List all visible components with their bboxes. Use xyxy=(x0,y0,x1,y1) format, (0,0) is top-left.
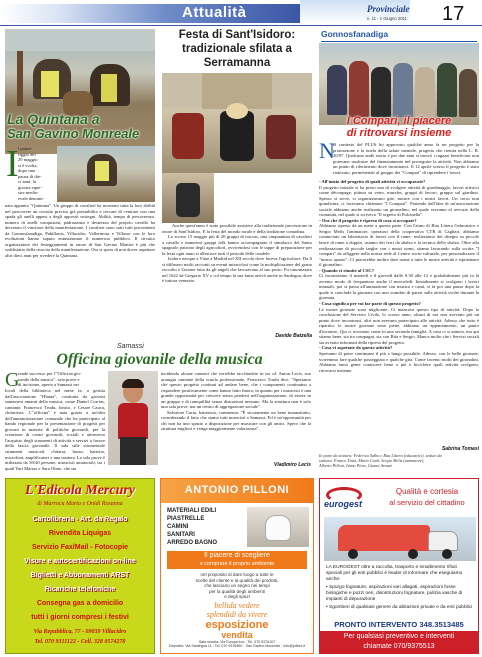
mercury-phone: Tel. 070 9311122 - Cell. 328 0574278 xyxy=(34,639,126,645)
officina-kicker: Samassi xyxy=(117,343,144,350)
eurogest-bullet-1: • Spurgo fognature, aspirazioni vari allagati, aspirazioni fosse biologiche e pozzi neri, disostruzioni fognature, pulizia vasche di impianti di depurazione xyxy=(326,585,463,602)
eurogest-bullet-2: • Sgomberi di qualsiasi genere da abitazioni private e da enti pubblici xyxy=(326,605,473,610)
eurogest-slogan-2: al servizio del cittadino xyxy=(389,498,465,507)
mercury-owners: di Marrocu Marta e Onidi Rosanna xyxy=(37,501,123,507)
pilloni-big-2: vendita xyxy=(221,630,253,640)
eurogest-preventivo-1: Per qualsiasi preventivo e interventi xyxy=(343,633,455,640)
bullet-icon: • xyxy=(326,585,330,590)
gonnos-photo xyxy=(319,43,479,125)
pilloni-invite-sub: e comprare il proprio ambiente xyxy=(199,561,275,567)
eurogest-pronto: PRONTO INTERVENTO 348.3513485 xyxy=(334,620,464,629)
section-title: Attualità xyxy=(182,4,247,21)
page-number: 17 xyxy=(442,3,465,25)
bullet-icon: • xyxy=(326,605,330,610)
gonnos-author: Sabrina Tomasi xyxy=(441,446,479,452)
officina-author: Vladimiro Lecis xyxy=(274,462,311,468)
eurogest-truck-photo xyxy=(324,517,476,561)
gonnos-interview: - All'inizio del progetto di quali attività vi occupavate? Il progetto iniziale si ha preso una di svolgere attività di giardinaggio, lavori artistici come découpage, pittura su vetro, murales, gruppi di lavoro, gruppo sul giardino. Spesso si serve, si organizzavano gite, mostre con i nostri lavori. Un corso non quindicina, ci facevamo chiamare "I Compari". Partendo dall'idea di un'associazione sociale abbiamo anche realizzato un giornalino, nel quale eravamo al servizio della comunità, nel quale si scriveva "Il segreto di Pulcinella". - Ora che il progetto è ripreso di cosa si occupate? Abbiamo ripreso da un mese a questa parte. Con l'aiuto di Rita Littera l'educatrice e Sergio Melis l'animatore, operatori della cooperativa CTR di Cagliari, abbiamo cominciato un laboratorio di lavori con il rame: realizziamo dei disegni su piccole lastre di rame a doppio, usiamo dei ferri da sbalzo e la tecnica dello sbalzo. Oltre alla realizzazione di piccole targhe con i nostri nomi, stiamo lavorando sulla scritta "I compari" da affiggere nella nostra sede al Centro socio-culturale, per personalizzare il "nostro spazio". Ci piacerebbe inoltre dare nome a tutte le nostre attività e ripristinare il giornalino. - Quando vi riunite al CSC? Ci incontriamo il martedì e il giovedì dalle 9.30 alle 12 e probabilmente più in là avremo modo di frequentare anche il mercoledì. Inizialmente si svolgono i lavori manuali, poi si passa all'animazione con musica e canti, si fa poi una pausa dopo la quale si conclude la giornata con uno scambio di pareri sulle attività svolte durante la giornata. - Cosa significa per voi far parte di questo progetto? Le nostre giornate sono migliorate. Ci mancava questo tipo di attività. Dopo la conclusione del Servizio Civile, lo scorso anno, alcuni di noi non avevano più un punto dove incontrarsi, altri non avevano partecipato alle attività. Adesso che tutto è ripartito, le nostre giornate sono piene, abbiamo un appuntamento, un punto d'incontro. Qui ci troviamo come in una seconda famiglia. A casa ci si annoia, ma qui stiamo bene, sia tra compagni, sia con Rita e Sergio. Manca molto che i Servizi sociali sia avviato informati della ripresa del progetto. - Cosa vi aspettate da questo attività? Speriamo di poter continuare il più a lungo possibile. Adesso, con le belle giornate, vorremmo fare qualche passeggiata e qualche gita. Come facemo molti dei giornalini. Abbiamo tanta gente conoscere bene a piè e biciclette quali attività svolgono, ritrovarsi insieme. xyxy=(319,179,479,373)
pilloni-invite-title: Il piacere di scegliere xyxy=(204,552,270,559)
quintana-title-2: San Gavino Monreale xyxy=(7,126,140,141)
pilloni-brand: ANTONIO PILLONI xyxy=(184,484,290,496)
mercury-services: Cartolibreria - Art. da Regalo Rivendita Liquigas Servizio Fax/Mail - Fotocopie Visure e autocertificazioni on-line Biglietti e Abbonamenti ARST Ricariche telefoniche Consegna gas a domicilio tutti i giorni compresi i festivi xyxy=(24,516,136,621)
pilloni-products: MATERIALI EDILI PIASTRELLE CAMINI SANITARI ARREDO BAGNO xyxy=(167,508,218,546)
header-bar xyxy=(0,4,300,23)
pilloni-product-photo xyxy=(247,507,309,547)
quintana-first-lines: l pome- riggio del 29 maggio si è svolta, dopo una pausa di die- ci anni, la giostra eque- stre medio- evale denomi- xyxy=(18,146,45,201)
quintana-dropcap: I xyxy=(6,143,19,185)
quintana-article xyxy=(5,29,157,341)
isidoro-photo-2 xyxy=(162,173,214,223)
officina-first-lines: rande successo per l'"Officina gio- vanile della musica", sala prove e di incisione, aperta a Samassi nei xyxy=(18,371,82,388)
ad-eurogest xyxy=(319,478,479,654)
officina-photo xyxy=(108,371,158,465)
gonnos-article xyxy=(319,29,479,469)
officina-article xyxy=(5,343,314,471)
officina-col1: locali della biblioteca nel mese fa, a gestita dall'associazione "Hlanta", costituita da giovani samassesi amanti della musica, come Daniel Corrias, cantante, Francesco Trudu, fonico, e Cesare Cauca, chitarrista. L'"officina" è nata grazie a un'idea dell'amministrazione comunale che ha partecipato al bando regionale per la presentazione di progetti per giovani in materia di politiche giovanili, per la creazione di centri giovanili, sociali e attraverso l'acquisto degli strumenti di attività e servizi a favore della fascia giovanile. Il sala stile strumentale strumenti musicali, chitarra, basso, batteria, microfoni, amplificatori e una tastiera. La sala prove è utilizzata da 30/40 persone, musicisti amatoriali, tra i quali Yuri Marras e Sara Olmo, che sta xyxy=(5,388,105,471)
gonnos-kicker-rule xyxy=(321,41,477,42)
ad-pilloni xyxy=(160,478,314,654)
pilloni-body: nel proposito di dare luogo a tutte le scelte del cliente e la qualità dei prodotti, che lasciano un segno nei tempi per la qualità degli ambienti e degli spazi xyxy=(195,572,279,600)
mercury-address: Via Repubblica, 77 - 09039 Villacidro xyxy=(33,629,127,635)
gonnos-credits: In parte da sinistra: Federica Salho e Rita Littera (educatrici), sedute da sinistra: Franco Tittia, Mario Cauli, Sergio Melis (animatore), Alberto Pilloni, Ivano Piras, Gianni Avanzi. xyxy=(319,453,442,468)
isidoro-title-2: tradizionale sfilata a xyxy=(182,43,292,55)
eurogest-preventivo-2: chiamate 070/9375513 xyxy=(363,643,435,650)
eurogest-body: LA EUROGEST oltre a raccolta, trasporto e smaltimento rifiuti speciali per gli enti pubblici è leader di informare che eseguiamo anche: xyxy=(326,565,463,582)
isidoro-body: Anche quest'anno è stato possibile assistere alla tradizionale processione in onore di Sant'Isidoro. E la festa del mondo rurale e della tradizione contadina. Lo scorso 15 maggio più di 20 gruppi di traccas, una cinquantina di cavalieri a cavallo e numerosi gruppi folk hanno accompagnato il simulacro del Santo spagnolo patrono degli agricoltori, avvicendosi con le tappe di preparazione per la festa ogni anno si allestisce tutti il periodo delle candele. Isidoro nacque a Vitae a Madrid nel XII secolo dove faceva l'agricoltore. Da lì si diffusero molti racconti su eventi miracolosi come la moltiplicazione del grano raccolto e l'azione fatta da gli angeli che lavoravano al suo posto. Fu canonizzato nel 1622 da Gregorio XV e col tempo la sua fama arrivò anche in Sardegna, dove è tuttora venerato. xyxy=(162,223,312,284)
gonnos-title-2: di ritrovarsi insieme xyxy=(346,127,452,139)
pilloni-big-1: esposizione xyxy=(205,619,269,631)
gonnos-kicker: Gonnosfanadiga xyxy=(321,29,389,39)
officina-col2: incidendo alcune canzoni che vorrebbe racchiudere in un cd. Anton Lecis, suo arrangia cantante della scuola professionale, Francesco Trudu dice: "Speriamo che questo progetto continui ad andare bene, che i componenti continuino a rispondere positivamente come hanno fatto finora, in quanto per i musicisti è una grande opportunità per crescere senza perdersi nell'organizzazione, di essere in un gruppo e di tranquillità senza distrazioni nessuno. Ma la struttura non è solo una sala prove, ma un centro di aggregazione sociale". Salvatore Carta, batterista, commenta: "È sicuramente un bene innanzitutto, considerando il fatto che siamo tutti musicisti a Samassi. Ed è un'opportunità per chi non ha uno spazio a disposizione per musicare con gli amici. Spero che la struttura migliori e venga maggiormente valorizzata". xyxy=(161,371,311,432)
pilloni-script-1: bellida vedere xyxy=(214,601,260,610)
ad-mercury xyxy=(5,478,155,654)
brand-logo: Provinciale xyxy=(367,4,410,14)
gonnos-body: el contesto del PLUS ho approvato qualche anno fa un progetto per la promozione e la tutela della salute mentale, progetto che rientra nella L. R. 20/97. Qualcuno andò storto e per due anni si mescò i ragazzi beneficiari non potevano usufruire del finanziamento nel proseguire la attività. Non abbiamo un punto di riferimento dove incontrarci. Il 12 aprile scorso il progetto è stato riattivato, permettendo al gruppo dei "Compari" di riprendere i lavori. xyxy=(333,142,479,175)
quintana-photo-2 xyxy=(57,146,155,202)
isidoro-photo xyxy=(162,73,312,173)
eurogest-logo xyxy=(324,485,372,513)
pilloni-script-2: splendidi da vivere xyxy=(206,610,268,619)
quintana-body: nata appunto "Quintana". Un gruppo di cavalieri ha mostrato tutta la loro abilità nel percorrere un circuito preciso già prestabilito e cercare di centrare con una spada gli anelli appesi a degli appositi sostegni. Abilità, tempo di percorrenza, numero di anelli conquistati, padronanza e destrezza del proprio cavallo ha decretato il vincitore della manifestazione. I cavalieri sono stati tutti provenienti da Gonnosfanadiga, Pabillonis, Villacidro, Vallermosa e Villasor con le loro evoluzioni hanno saputo entusiasmare il numeroso pubblico. Il circuito organizzatore dei festeggiamenti in onore di San Gavino Martire è più che soddisfatto della riuscita della manifestazione. Ora si spera di non dover aspettare altri dieci anni per rivedere la Quintana. xyxy=(5,203,156,258)
mercury-brand: L'Edicola Mercury xyxy=(24,483,136,498)
gonnos-dropcap: N xyxy=(319,138,335,163)
isidoro-article xyxy=(162,29,314,341)
header-rule xyxy=(0,25,482,26)
issue-date: n. 11 - 1 Giugno 2011 xyxy=(367,16,407,21)
page-header xyxy=(0,0,482,28)
isidoro-author: Davide Batzella xyxy=(275,333,312,339)
gonnos-title-1: I Compari, il piacere xyxy=(346,115,452,127)
officina-dropcap: G xyxy=(5,369,20,391)
quintana-title-1: La Quintana a xyxy=(7,111,100,127)
pilloni-address: Sala mostra: Via Europa snc - Tel. 070 9376107 Deposito: Via Sardegna 11 - Tel. 070 9376480 · San Gavino Monreale · info@pilloni.it xyxy=(169,640,305,648)
isidoro-title-1: Festa di Sant'Isidoro: xyxy=(178,29,296,41)
eurogest-slogan-1: Qualità e cortesia xyxy=(395,487,459,496)
eurogest-brand: eurogest xyxy=(324,499,363,509)
isidoro-title-3: Serramanna xyxy=(203,57,271,69)
officina-title: Officina giovanile della musica xyxy=(56,351,263,368)
